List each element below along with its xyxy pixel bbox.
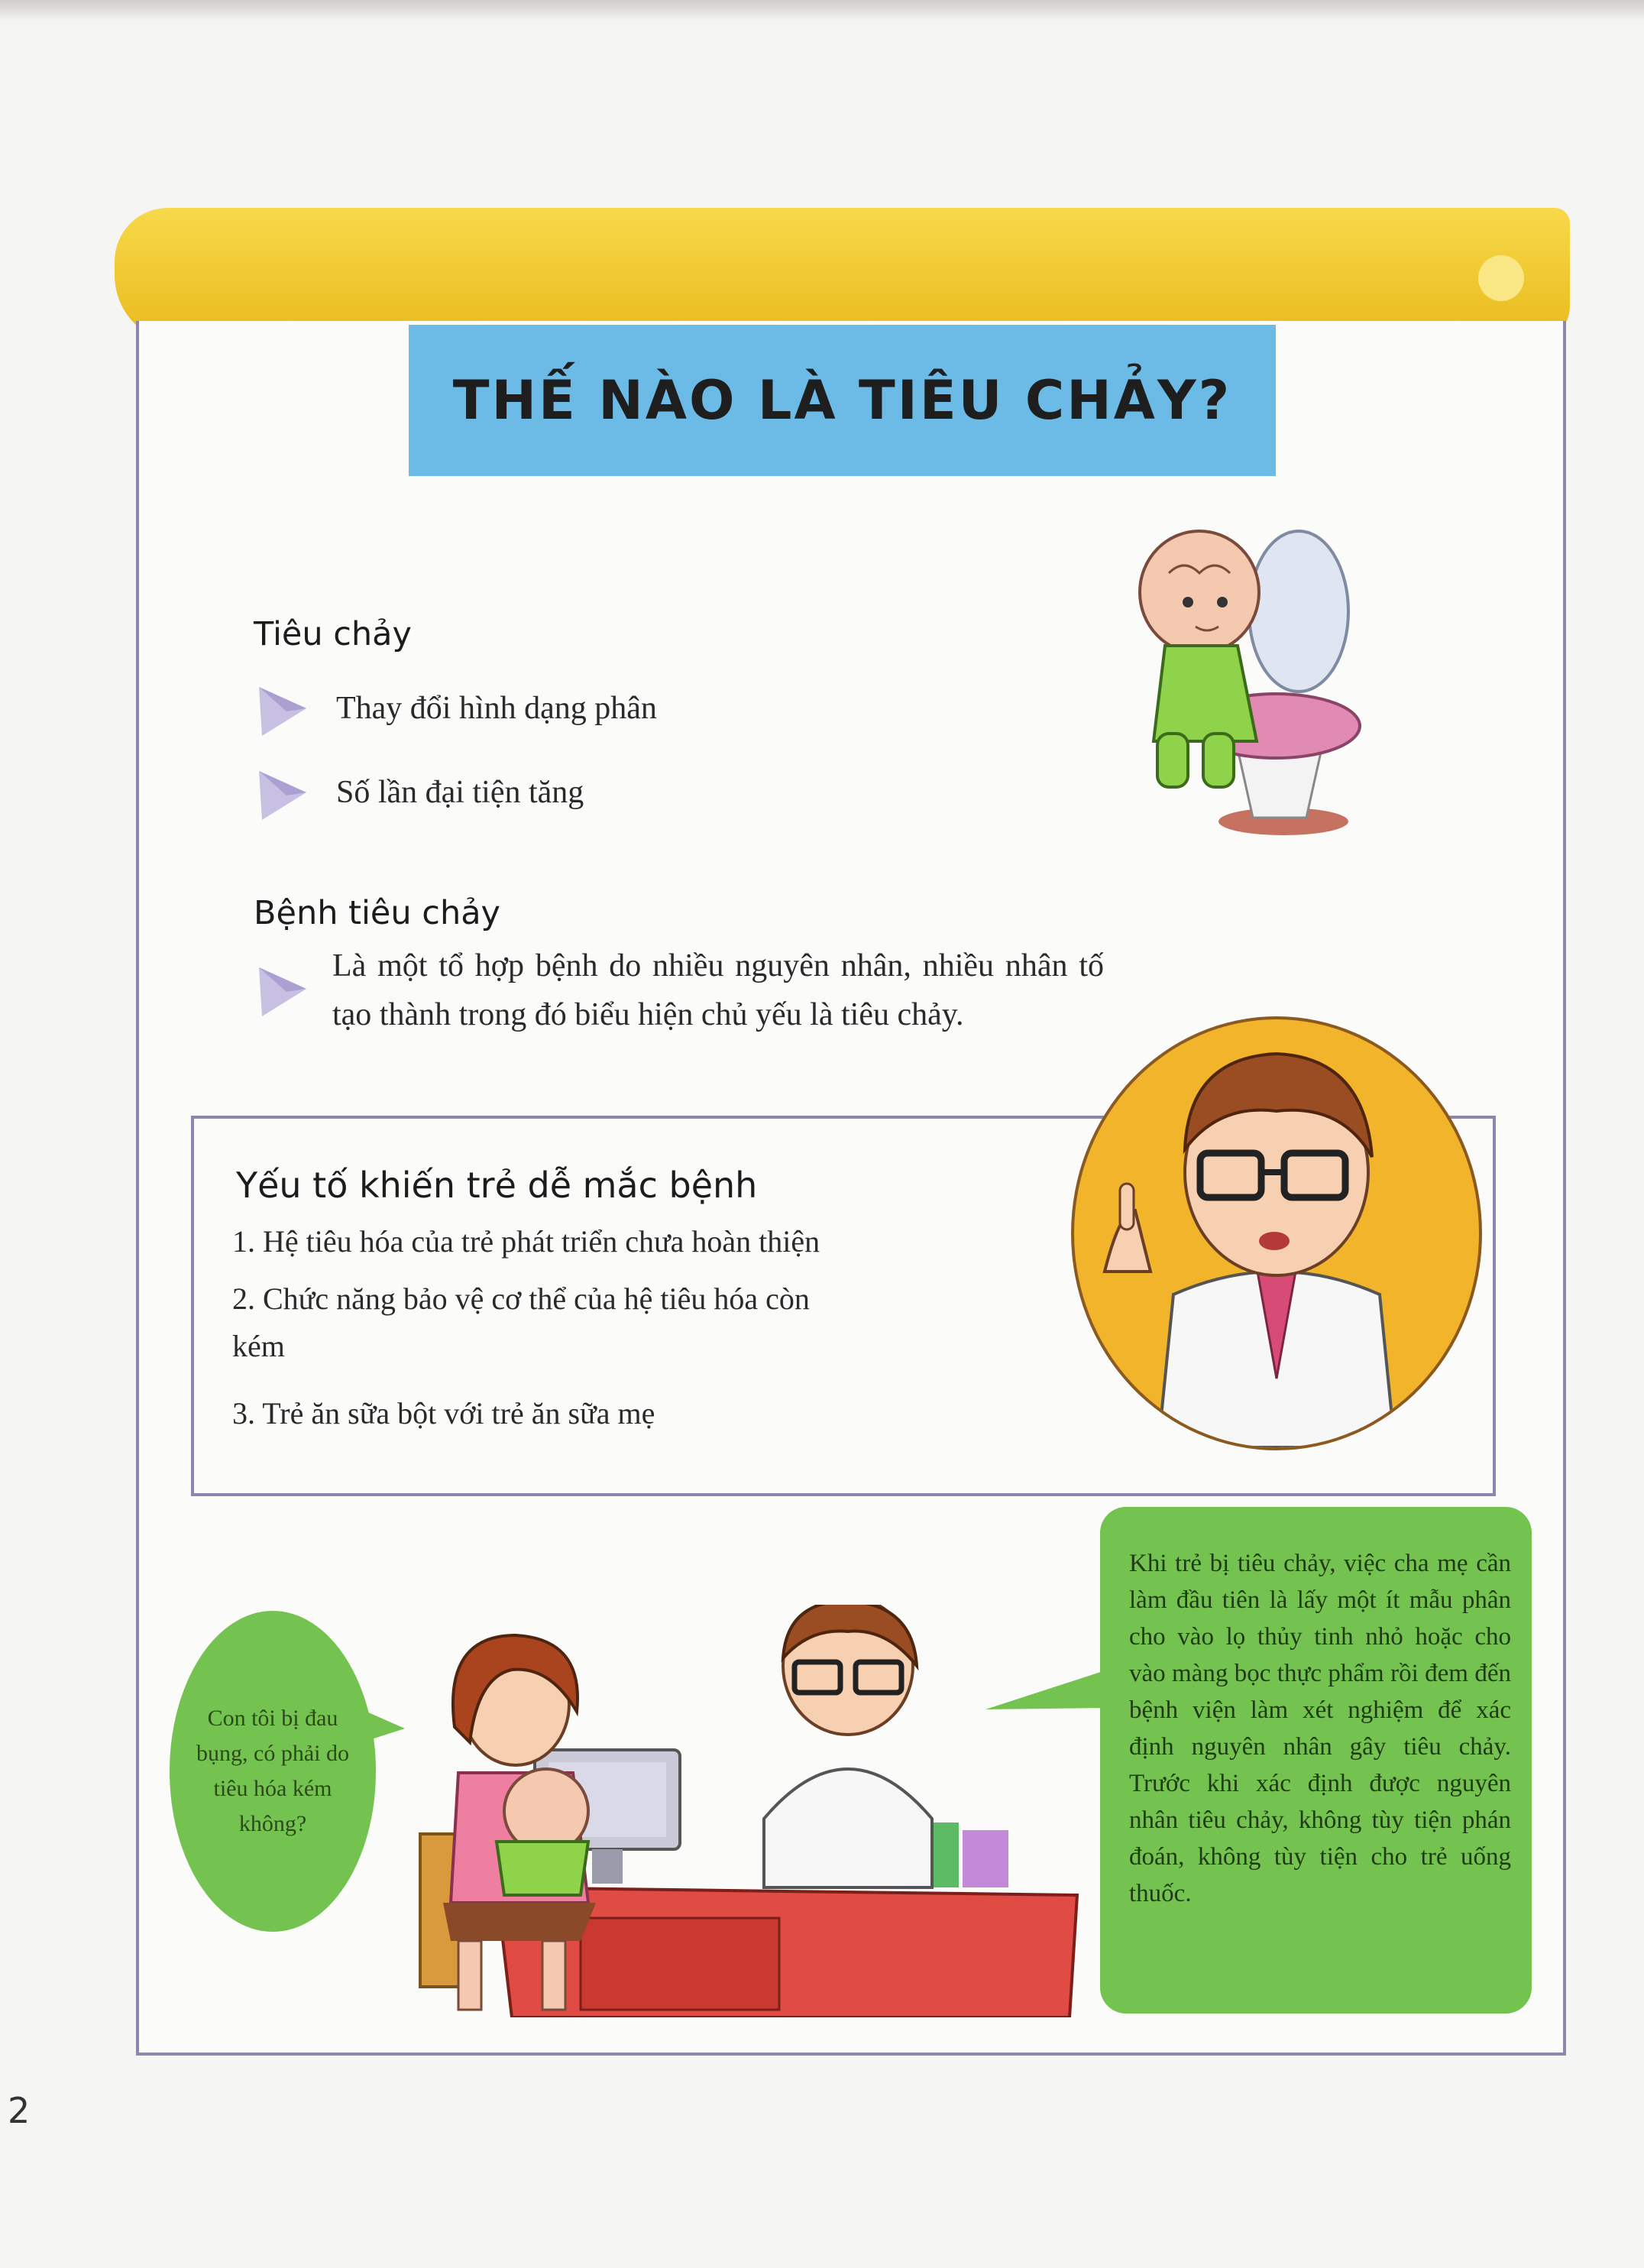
doctor-speech-bubble <box>1100 1507 1532 2014</box>
triangle-bullet-icon <box>256 964 309 1019</box>
clinic-scene-illustration <box>397 1605 1085 2017</box>
factor-item: 2. Chức năng bảo vệ cơ thể của hệ tiêu hóa còn kém <box>232 1281 810 1363</box>
doctor-portrait <box>1071 1016 1482 1450</box>
title-banner <box>409 325 1276 476</box>
baby-potty-illustration <box>1123 520 1367 841</box>
mother-speech-text: Con tôi bị đau bụng, có phải do tiêu hóa kém không? <box>196 1706 349 1836</box>
mother-speech-bubble <box>170 1611 376 1932</box>
factors-title: Yếu tố khiến trẻ dễ mắc bệnh <box>236 1165 758 1206</box>
list-item: Số lần đại tiện tăng <box>336 775 584 810</box>
doctor-speech-text: Khi trẻ bị tiêu chảy, việc cha mẹ cần làm đầu tiên là lấy một ít mẫu phân cho vào lọ thủy tinh nhỏ hoặc cho vào màng bọc thực phẩm rồi đem đến bệnh viện làm xét nghiệm để xác định nguyên nhân gây tiêu chảy. Trước khi xác định được nguyên nhân tiêu chảy, không tùy tiện phán đoán, không tùy tiện cho trẻ uống thuốc. <box>1129 1550 1511 1907</box>
bubble-tail <box>985 1670 1108 1716</box>
triangle-bullet-icon <box>256 684 309 739</box>
list-item: Thay đổi hình dạng phân <box>336 691 657 726</box>
heading-tieu-chay: Tiêu chảy <box>254 615 412 653</box>
page-title: THẾ NÀO LÀ TIÊU CHẢY? <box>452 369 1232 432</box>
tab-dot <box>1478 255 1524 301</box>
factor-item: 1. Hệ tiêu hóa của trẻ phát triển chưa hoàn thiện <box>232 1224 820 1259</box>
factor-item: 3. Trẻ ăn sữa bột với trẻ ăn sữa mẹ <box>232 1396 655 1430</box>
page-number: 2 <box>8 2090 31 2131</box>
triangle-bullet-icon <box>256 768 309 823</box>
page-shadow <box>0 0 1644 21</box>
definition-text: Là một tổ hợp bệnh do nhiều nguyên nhân, nhiều nhân tố tạo thành trong đó biểu hiện chủ yếu là tiêu chảy. <box>332 948 1104 1032</box>
heading-benh-tieu-chay: Bệnh tiêu chảy <box>254 894 501 932</box>
